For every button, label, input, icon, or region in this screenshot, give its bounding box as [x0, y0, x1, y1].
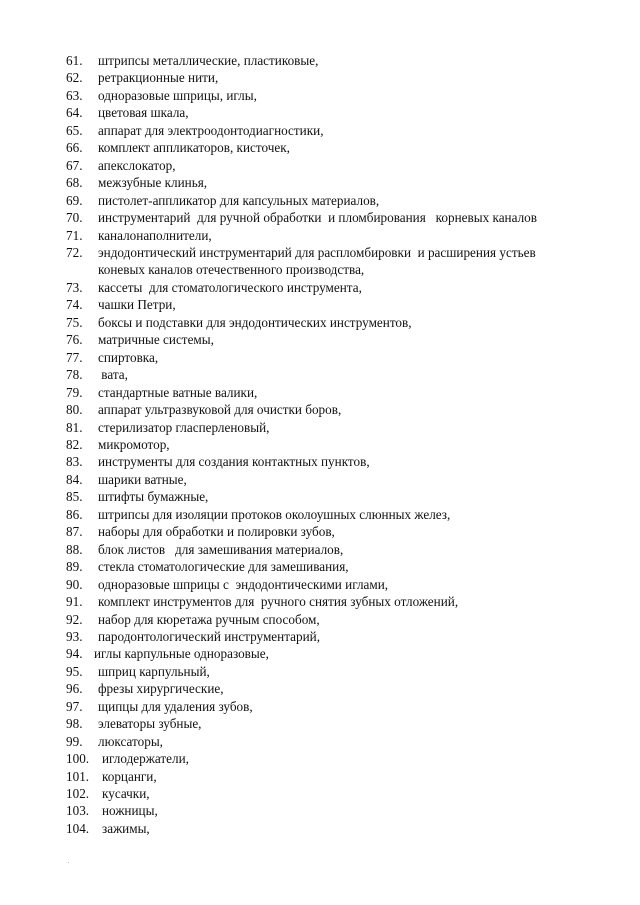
- list-item: [66, 401, 606, 418]
- item-text: штрипсы металлические, пластиковые,: [98, 53, 319, 68]
- list-item: [66, 244, 606, 279]
- item-text: каналонаполнители,: [98, 227, 212, 243]
- list-item: [66, 698, 606, 715]
- item-number: 93.: [66, 628, 83, 644]
- list-item: [66, 331, 606, 348]
- list-item: [66, 366, 606, 383]
- list-item: [66, 802, 606, 819]
- item-text: иглы карпульные одноразовые,: [94, 646, 269, 662]
- item-number: 89.: [66, 559, 83, 575]
- list-item: [66, 279, 606, 296]
- item-text: вата,: [98, 367, 128, 383]
- item-text: ножницы,: [102, 803, 158, 819]
- item-number: 99.: [66, 733, 83, 749]
- list-item: [66, 750, 606, 767]
- item-number: 65.: [66, 122, 83, 138]
- item-text: спиртовка,: [98, 349, 159, 365]
- item-number: 78.: [66, 367, 83, 383]
- list-item: [66, 820, 606, 837]
- item-number: 83.: [66, 454, 83, 470]
- list-item: [66, 523, 606, 540]
- scan-speck: [68, 862, 69, 863]
- item-number: 80.: [66, 402, 83, 418]
- item-number: 101.: [66, 768, 90, 784]
- item-number: 96.: [66, 681, 83, 697]
- item-number: 63.: [66, 87, 83, 103]
- item-text: стандартные ватные валики,: [98, 384, 258, 400]
- item-number: 75.: [66, 314, 83, 330]
- list-item: [66, 453, 606, 470]
- list-item: [66, 122, 606, 139]
- item-number: 97.: [66, 698, 83, 714]
- item-text: комплект аппликаторов, кисточек,: [98, 140, 290, 156]
- list-item: [66, 785, 606, 802]
- list-item: [66, 733, 606, 750]
- equipment-list: [66, 52, 606, 837]
- list-item: [66, 384, 606, 401]
- item-text: щипцы для удаления зубов,: [98, 698, 253, 714]
- list-item: [66, 104, 606, 121]
- item-number: 86.: [66, 506, 83, 522]
- item-number: 77.: [66, 349, 83, 365]
- item-number: 64.: [66, 105, 83, 121]
- item-number: 98.: [66, 716, 83, 732]
- list-item: [66, 715, 606, 732]
- item-text: цветовая шкала,: [98, 105, 189, 121]
- item-text: пистолет-аппликатор для капсульных материалов,: [98, 192, 380, 208]
- item-text: наборы для обработки и полировки зубов,: [98, 524, 335, 540]
- item-number: 100.: [66, 751, 90, 767]
- item-number: 81.: [66, 419, 83, 435]
- item-text: аппарат ультразвуковой для очистки боров,: [98, 402, 342, 418]
- item-text: пародонтологический инструментарий,: [98, 628, 320, 644]
- list-item: [66, 628, 606, 645]
- item-number: 72.: [66, 244, 83, 260]
- item-text: инструментарий для ручной обработки и пломбирования корневых каналов: [98, 210, 537, 226]
- item-text: корцанги,: [102, 768, 157, 784]
- item-text: зажимы,: [102, 820, 150, 836]
- item-number: 95.: [66, 663, 83, 679]
- item-number: 71.: [66, 227, 83, 243]
- item-number: 85.: [66, 489, 83, 505]
- item-number: 90.: [66, 576, 83, 592]
- item-number: 82.: [66, 436, 83, 452]
- item-number: 69.: [66, 192, 83, 208]
- item-number: 92.: [66, 611, 83, 627]
- item-number: 74.: [66, 297, 83, 313]
- list-item: [66, 192, 606, 209]
- item-text: одноразовые шприцы, иглы,: [98, 87, 257, 103]
- item-text: одноразовые шприцы с эндодонтическими иглами,: [98, 576, 389, 592]
- list-item: [66, 558, 606, 575]
- item-number: 68.: [66, 175, 83, 191]
- item-number: 70.: [66, 210, 83, 226]
- item-text: микромотор,: [98, 436, 170, 452]
- item-text: набор для кюретажа ручным способом,: [98, 611, 320, 627]
- item-number: 91.: [66, 594, 83, 610]
- item-number: 66.: [66, 140, 83, 156]
- item-text: эндодонтический инструментарий для распломбировки и расширения устьев коневых каналов отечественного производства,: [98, 244, 536, 278]
- item-number: 87.: [66, 524, 83, 540]
- item-text: кассеты для стоматологического инструмента,: [98, 279, 362, 295]
- item-number: 62.: [66, 70, 83, 86]
- item-text: фрезы хирургические,: [98, 681, 224, 697]
- item-number: 61.: [66, 53, 83, 68]
- list-item: [66, 174, 606, 191]
- item-text: матричные системы,: [98, 332, 214, 348]
- item-number: 102.: [66, 786, 90, 802]
- list-item: [66, 314, 606, 331]
- list-item: [66, 52, 606, 69]
- item-text: шприц карпульный,: [98, 663, 210, 679]
- list-item: [66, 768, 606, 785]
- item-number: 79.: [66, 384, 83, 400]
- list-item: [66, 541, 606, 558]
- item-text: комплект инструментов для ручного снятия зубных отложений,: [98, 594, 459, 610]
- item-text: межзубные клинья,: [98, 175, 208, 191]
- item-text: стекла стоматологические для замешивания,: [98, 559, 349, 575]
- list-item: [66, 663, 606, 680]
- list-item: [66, 436, 606, 453]
- item-text: кусачки,: [102, 786, 150, 802]
- item-text: апекслокатор,: [98, 157, 176, 173]
- list-item: [66, 227, 606, 244]
- item-text: блок листов для замешивания материалов,: [98, 541, 344, 557]
- item-number: 76.: [66, 332, 83, 348]
- list-item: [66, 576, 606, 593]
- list-item: [66, 87, 606, 104]
- item-text: штифты бумажные,: [98, 489, 209, 505]
- item-text: штрипсы для изоляции протоков околоушных слюнных желез,: [98, 506, 451, 522]
- list-item: [66, 419, 606, 436]
- item-text: боксы и подставки для эндодонтических инструментов,: [98, 314, 412, 330]
- list-item: [66, 209, 606, 226]
- item-text: чашки Петри,: [98, 297, 176, 313]
- item-text: ретракционные нити,: [98, 70, 219, 86]
- list-item: [66, 645, 606, 662]
- list-item: [66, 488, 606, 505]
- item-text: люксаторы,: [98, 733, 163, 749]
- list-item: [66, 680, 606, 697]
- item-text: шарики ватные,: [98, 471, 187, 487]
- item-number: 67.: [66, 157, 83, 173]
- list-item: [66, 611, 606, 628]
- list-item: [66, 296, 606, 313]
- item-number: 88.: [66, 541, 83, 557]
- item-number: 94.: [66, 646, 83, 662]
- list-item: [66, 157, 606, 174]
- item-number: 73.: [66, 279, 83, 295]
- list-item: [66, 69, 606, 86]
- list-item: [66, 349, 606, 366]
- list-item: [66, 593, 606, 610]
- item-text: стерилизатор гласперленовый,: [98, 419, 270, 435]
- list-item: [66, 471, 606, 488]
- item-number: 104.: [66, 820, 90, 836]
- list-item: [66, 139, 606, 156]
- item-number: 84.: [66, 471, 83, 487]
- item-text: инструменты для создания контактных пунктов,: [98, 454, 370, 470]
- item-text: аппарат для электроодонтодиагностики,: [98, 122, 324, 138]
- item-number: 103.: [66, 803, 90, 819]
- list-item: [66, 506, 606, 523]
- item-text: элеваторы зубные,: [98, 716, 202, 732]
- item-text: иглодержатели,: [102, 751, 189, 767]
